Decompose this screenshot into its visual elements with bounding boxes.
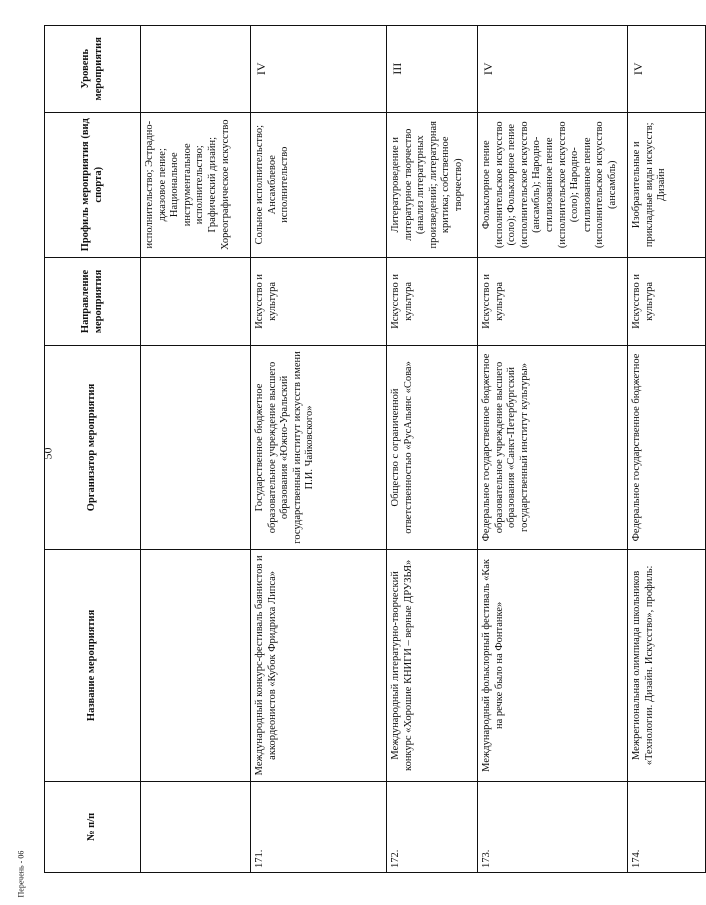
cell-name: Международный фольклорный фестиваль «Как на речке было на Фонтанке» [478,549,628,781]
table-row-continuation [141,26,251,873]
cell-num: 173. [478,781,628,872]
table-row [628,26,706,873]
rotated-page [44,25,668,873]
header-direction: Направление мероприятия [45,257,141,345]
cell-organizer: Общество с ограниченной ответственностью «РусАльянс «Сова» [387,345,478,549]
cell-profile: Изобразительные и прикладные виды искусств; Дизайн [628,112,706,257]
cell-profile: исполнительство; Эстрадно-джазовое пение; Национальное инструментальное исполнительство; Графический дизайн; Хореографическое искусство [141,112,251,257]
cell-name: Международный литературно-творческий конкурс «Хорошие КНИГИ – верные ДРУЗЬЯ» [387,549,478,781]
cell-num [141,781,251,872]
cell-num: 172. [387,781,478,872]
table-row [251,26,387,873]
cell-organizer: Федеральное государственное бюджетное [628,345,706,549]
cell-level [141,26,251,113]
cell-name [141,549,251,781]
header-organizer: Организатор мероприятия [45,345,141,549]
events-table [44,25,706,873]
cell-level: IV [478,26,628,113]
cell-profile: Фольклорное пение (исполнительское искусство (соло); Фольклорное пение (исполнительское искусство (ансамбль); Народно-стилизованное пение (исполнительское искусство (соло); Народно-стилизованное пение (исполнительское искусство (ансамбль) [478,112,628,257]
page-number: 50 [40,447,55,460]
cell-organizer: Федеральное государственное бюджетное образовательное учреждение высшего образования «Санкт-Петербургский государственный институт культуры» [478,345,628,549]
table-row [387,26,478,873]
cell-direction: Искусство и культура [478,257,628,345]
cell-organizer [141,345,251,549]
cell-num: 174. [628,781,706,872]
footer-note: Перечень - 06 [16,850,26,898]
cell-direction: Искусство и культура [387,257,478,345]
cell-profile: Литературоведение и литературное творчество (анализ литературных произведений; литературная критика; собственное творчество) [387,112,478,257]
header-row [45,26,141,873]
header-name: Название мероприятия [45,549,141,781]
cell-organizer: Государственное бюджетное образовательное учреждение высшего образования «Южно-Уральский государственный институт искусств имени П.И. Чайковского» [251,345,387,549]
cell-direction: Искусство и культура [628,257,706,345]
cell-level: III [387,26,478,113]
cell-level: IV [251,26,387,113]
cell-direction [141,257,251,345]
cell-direction: Искусство и культура [251,257,387,345]
header-num: № п/п [45,781,141,872]
cell-num: 171. [251,781,387,872]
cell-profile: Сольное исполнительство; Ансамблевое исполнительство [251,112,387,257]
table-row [478,26,628,873]
cell-name: Международный конкурс-фестиваль баянистов и аккордеонистов «Кубок Фридриха Липса» [251,549,387,781]
header-level: Уровень мероприятия [45,26,141,113]
cell-name: Межрегиональная олимпиада школьников «Технологии. Дизайн. Искусство», профиль: [628,549,706,781]
cell-level: IV [628,26,706,113]
header-profile: Профиль мероприятия (вид спорта) [45,112,141,257]
